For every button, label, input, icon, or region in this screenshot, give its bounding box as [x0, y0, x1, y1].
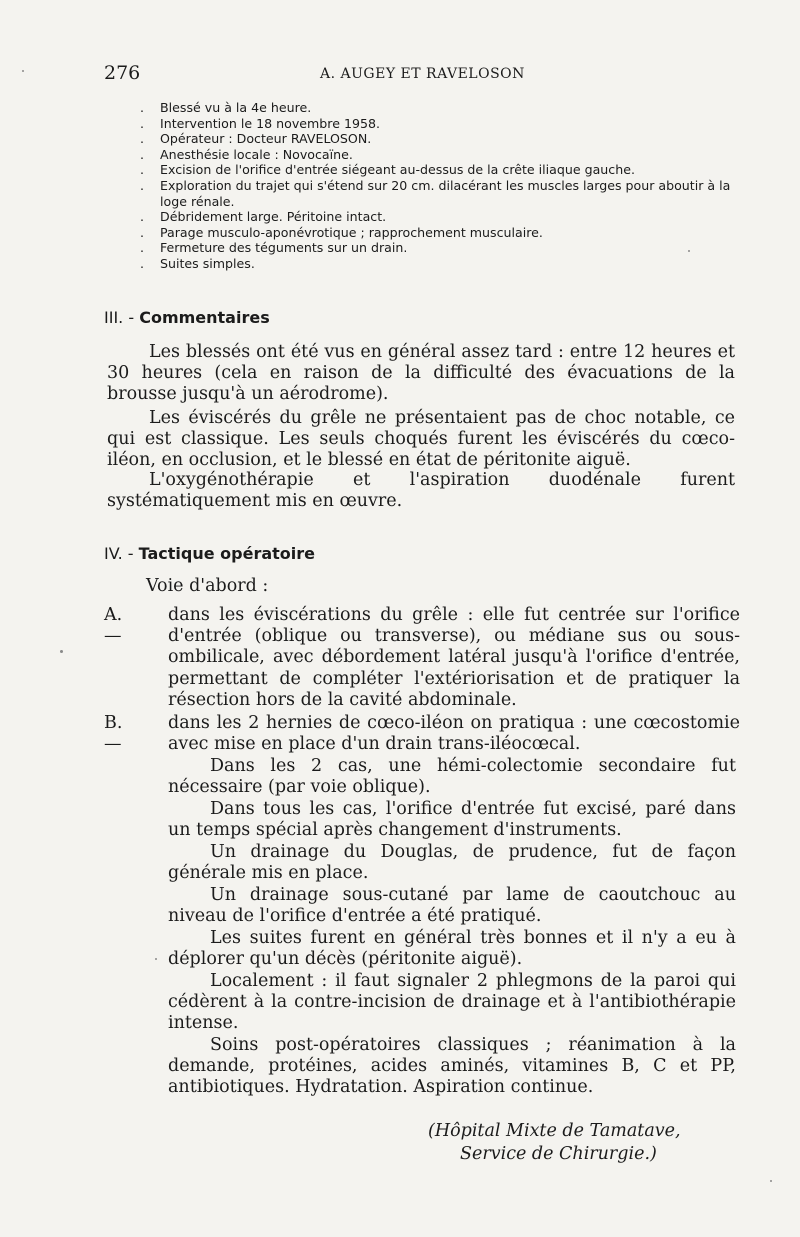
list-item: . Opérateur : Docteur RAVELOSON.	[140, 131, 372, 147]
section-title: Tactique opératoire	[138, 544, 316, 563]
running-title: A. AUGEY ET RAVELOSON	[320, 66, 525, 82]
section-heading-tactique	[104, 544, 315, 563]
page-header	[104, 62, 734, 86]
list-item: . Anesthésie locale : Novocaïne.	[140, 146, 353, 162]
section-number: III. -	[104, 308, 135, 327]
list-item: . Excision de l'orifice d'entrée siégeant au-dessus de la crête iliaque gauche.	[140, 162, 635, 178]
list-item: . Suites simples.	[140, 255, 255, 271]
subsection-intro: Voie d'abord :	[146, 576, 269, 596]
signature-block	[428, 1120, 681, 1166]
paragraph: Un drainage du Douglas, de prudence, fut de façon générale mis en place.	[168, 842, 736, 884]
paragraph: L'oxygénothérapie et l'aspiration duodénale furent systématiquement mis en œuvre.	[107, 470, 735, 512]
scan-speck	[688, 250, 690, 252]
page-number: 276	[104, 62, 141, 84]
item-text: dans les éviscérations du grêle : elle fut centrée sur l'orifice d'entrée (oblique ou transverse), ou médiane sus ou sous-ombilicale, avec débordement latéral jusqu'à l'orifice d'entrée, permettant de compléter l'extériorisation et de pratiquer la résection hors de la cavité abdominale.	[168, 605, 740, 710]
section-heading-commentaires	[104, 308, 270, 327]
paragraph: Les suites furent en général très bonnes et il n'y a eu à déplorer qu'un décès (péritonite aiguë).	[168, 928, 736, 970]
scan-speck	[770, 1180, 772, 1182]
section-title: Commentaires	[139, 308, 270, 327]
paragraph: Les éviscérés du grêle ne présentaient pas de choc notable, ce qui est classique. Les seuls choqués furent les éviscérés du cœco-iléon, en occlusion, et le blessé en état de péritonite aiguë.	[107, 408, 735, 471]
scan-speck	[60, 650, 63, 653]
paragraph: Dans tous les cas, l'orifice d'entrée fut excisé, paré dans un temps spécial après changement d'instruments.	[168, 799, 736, 841]
list-item: . Parage musculo-aponévrotique ; rapprochement musculaire.	[140, 224, 543, 240]
section-number: IV. -	[104, 544, 134, 563]
list-item: . Intervention le 18 novembre 1958.	[140, 115, 381, 131]
operative-protocol-list	[140, 100, 740, 272]
item-text: dans les 2 hernies de cœco-iléon on pratiqua : une cœcostomie avec mise en place d'un drain trans-iléocœcal.	[168, 713, 740, 755]
paragraph: Soins post-opératoires classiques ; réanimation à la demande, protéines, acides aminés, vitamines B, C et PP, antibiotiques. Hydratation. Aspiration continue.	[168, 1035, 736, 1098]
paragraph: Localement : il faut signaler 2 phlegmons de la paroi qui cédèrent à la contre-incision de drainage et à l'antibiothérapie intense.	[168, 971, 736, 1034]
list-item: . Exploration du trajet qui s'étend sur 20 cm. dilacérant les muscles larges pour aboutir à la loge rénale.	[140, 177, 731, 209]
paragraph: Dans les 2 cas, une hémi-colectomie secondaire fut nécessaire (par voie oblique).	[168, 756, 736, 798]
list-item: . Blessé vu à la 4e heure.	[140, 100, 312, 115]
scan-speck	[155, 958, 157, 960]
item-marker: B. —	[104, 713, 123, 755]
paragraph: Les blessés ont été vus en général assez tard : entre 12 heures et 30 heures (cela en raison de la difficulté des évacuations de la brousse jusqu'à un aérodrome).	[107, 342, 735, 405]
item-marker: A. —	[104, 605, 123, 647]
signature-line: (Hôpital Mixte de Tamatave,	[428, 1121, 681, 1141]
paragraph: Un drainage sous-cutané par lame de caoutchouc au niveau de l'orifice d'entrée a été pratiqué.	[168, 885, 736, 927]
list-item: . Débridement large. Péritoine intact.	[140, 209, 387, 225]
scan-speck	[22, 70, 24, 72]
list-item: . Fermeture des téguments sur un drain.	[140, 240, 408, 256]
signature-line: Service de Chirurgie.)	[460, 1144, 657, 1164]
